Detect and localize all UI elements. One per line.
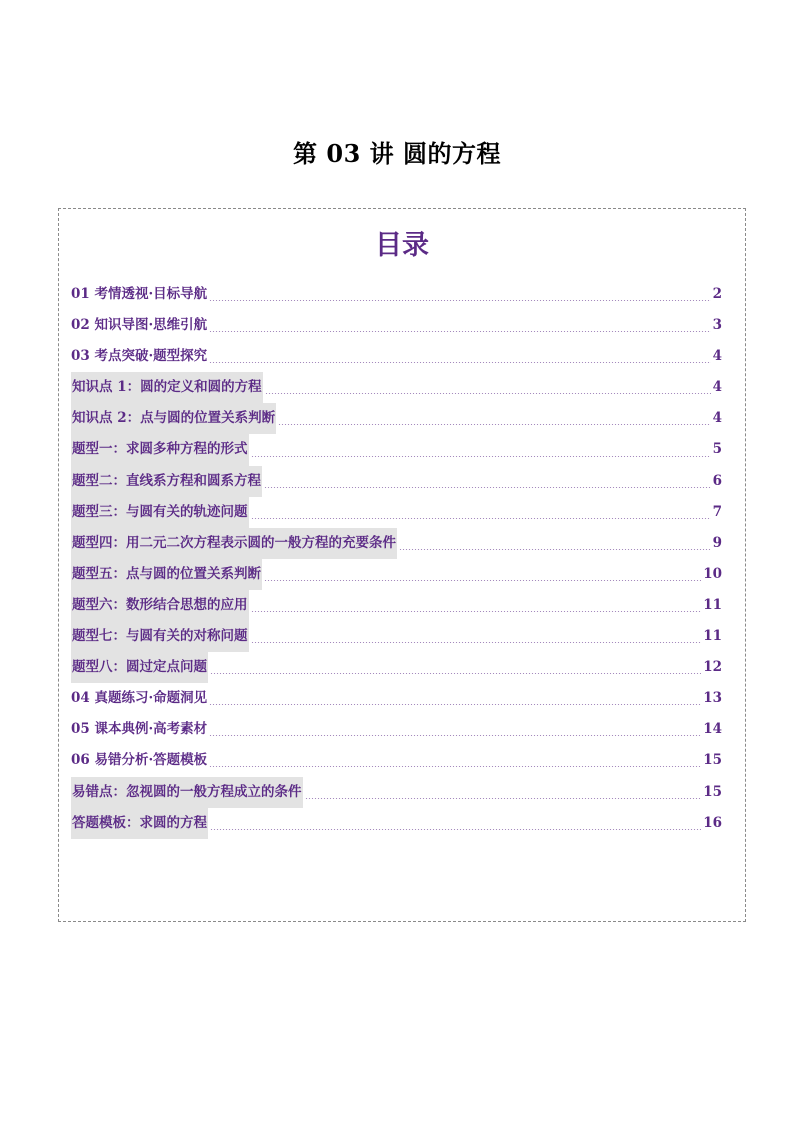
toc-entry-text: 答题模板：求圆的方程 — [71, 808, 208, 839]
toc-dot-leader — [305, 798, 702, 799]
toc-entry-page-number: 4 — [712, 410, 722, 427]
toc-dot-leader — [251, 642, 702, 643]
toc-dot-leader — [209, 735, 701, 736]
toc-dot-leader — [399, 549, 711, 550]
toc-entry[interactable] — [71, 497, 722, 528]
toc-entry[interactable] — [71, 403, 722, 434]
toc-entry[interactable] — [71, 341, 722, 372]
toc-entry[interactable] — [71, 808, 722, 839]
toc-entry-page-number: 15 — [703, 752, 722, 769]
toc-dot-leader — [209, 766, 701, 767]
toc-dot-leader — [210, 829, 701, 830]
toc-entry-text: 题型八：圆过定点问题 — [71, 652, 208, 683]
toc-dot-leader — [209, 331, 710, 332]
toc-entry-page-number: 11 — [703, 596, 722, 613]
toc-entry-page-number: 16 — [703, 814, 722, 831]
toc-entry-text: 知识点 1：圆的定义和圆的方程 — [71, 372, 263, 403]
toc-entry[interactable] — [71, 466, 722, 497]
toc-entry-text: 01 考情透视·目标导航 — [71, 286, 208, 302]
toc-entry[interactable] — [71, 528, 722, 559]
toc-dot-leader — [278, 424, 711, 425]
toc-entry-page-number: 3 — [712, 317, 722, 334]
document-title: 第 03 讲 圆的方程 — [293, 139, 501, 168]
toc-dot-leader — [251, 518, 711, 519]
toc-entry-text: 02 知识导图·思维引航 — [71, 317, 208, 334]
toc-entry-text: 题型五：点与圆的位置关系判断 — [71, 559, 262, 590]
toc-heading: 目录 — [375, 230, 429, 261]
toc-entry-page-number: 11 — [703, 628, 722, 645]
toc-entry-text: 易错点：忽视圆的一般方程成立的条件 — [71, 777, 303, 808]
toc-entry[interactable] — [71, 279, 722, 310]
toc-entry[interactable] — [71, 777, 722, 808]
toc-entry-text: 题型七：与圆有关的对称问题 — [71, 621, 249, 652]
toc-dot-leader — [209, 300, 710, 301]
toc-entry-text: 04 真题练习·命题洞见 — [71, 690, 208, 707]
toc-dot-leader — [251, 456, 711, 457]
toc-entry[interactable] — [71, 590, 722, 621]
toc-entry[interactable] — [71, 621, 722, 652]
toc-entry[interactable] — [71, 745, 722, 776]
toc-entry-text: 题型二：直线系方程和圆系方程 — [71, 466, 262, 497]
toc-dot-leader — [264, 487, 711, 488]
toc-entry-text: 06 易错分析·答题模板 — [71, 752, 208, 769]
toc-entry-text: 题型四：用二元二次方程表示圆的一般方程的充要条件 — [71, 528, 397, 559]
toc-dot-leader — [264, 580, 701, 581]
toc-entry-page-number: 14 — [703, 721, 722, 738]
toc-entry[interactable] — [71, 714, 722, 745]
toc-entry-text: 05 课本典例·高考素材 — [71, 721, 208, 738]
toc-dot-leader — [209, 362, 710, 363]
toc-entry-page-number: 10 — [703, 565, 722, 582]
toc-entry-page-number: 5 — [712, 441, 722, 458]
toc-entry-page-number: 7 — [712, 503, 722, 520]
toc-dot-leader — [251, 611, 702, 612]
toc-entry-page-number: 12 — [703, 659, 722, 676]
toc-entry-page-number: 4 — [712, 379, 722, 396]
toc-entry[interactable] — [71, 372, 722, 403]
toc-list — [71, 279, 722, 839]
toc-entry-text: 03 考点突破·题型探究 — [71, 348, 208, 365]
toc-entry[interactable] — [71, 683, 722, 714]
toc-entry-page-number: 2 — [712, 286, 722, 302]
toc-dot-leader — [209, 704, 701, 705]
toc-entry-page-number: 4 — [712, 348, 722, 365]
toc-entry[interactable] — [71, 652, 722, 683]
toc-entry-page-number: 15 — [703, 783, 722, 800]
toc-entry-page-number: 9 — [712, 534, 722, 551]
toc-entry[interactable] — [71, 310, 722, 341]
toc-entry[interactable] — [71, 434, 722, 465]
toc-entry[interactable] — [71, 559, 722, 590]
table-of-contents — [58, 208, 746, 922]
toc-entry-page-number: 6 — [712, 472, 722, 489]
toc-entry-text: 题型一：求圆多种方程的形式 — [71, 434, 249, 465]
toc-entry-text: 题型六：数形结合思想的应用 — [71, 590, 249, 621]
toc-dot-leader — [210, 673, 701, 674]
toc-entry-page-number: 13 — [703, 690, 722, 707]
toc-dot-leader — [265, 393, 711, 394]
toc-entry-text: 知识点 2：点与圆的位置关系判断 — [71, 403, 276, 434]
toc-entry-text: 题型三：与圆有关的轨迹问题 — [71, 497, 249, 528]
